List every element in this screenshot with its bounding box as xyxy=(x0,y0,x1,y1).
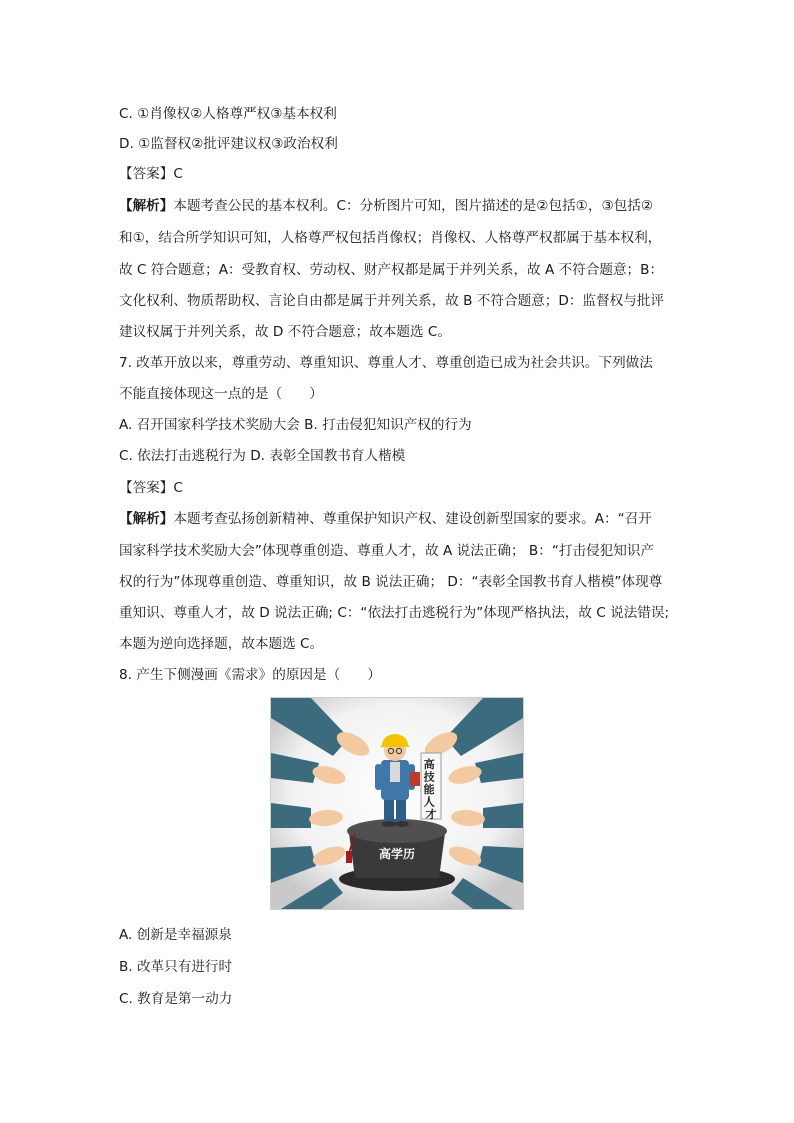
q7-options-cd: C. 依法打击逃税行为 D. 表彰全国教书育人楷模 xyxy=(119,448,406,464)
q7-analysis-line-4: 重知识、尊重人才，故 D 说法正确; C：“依法打击逃税行为”体现严格执法，故 C 说法错误; xyxy=(119,605,670,621)
q8-option-a: A. 创新是幸福源泉 xyxy=(119,927,232,943)
q8-option-c: C. 教育是第一动力 xyxy=(119,991,233,1007)
hat-tassel xyxy=(346,851,352,863)
q6-option-c: C. ①肖像权②人格尊严权③基本权利 xyxy=(119,106,337,122)
analysis-tag: 【解析】 xyxy=(119,511,174,527)
q8-stem: 8. 产生下侧漫画《需求》的原因是（ ） xyxy=(119,667,381,683)
q7-answer: 【答案】C xyxy=(119,480,183,496)
q6-analysis-line-3: 故 C 符合题意；A：受教育权、劳动权、财产权都是属于并列关系，故 A 不符合题意；B： xyxy=(119,262,664,278)
analysis-text: 本题考查弘扬创新精神、尊重保护知识产权、建设创新型国家的要求。A：“召开 xyxy=(173,511,652,527)
red-book xyxy=(410,772,420,786)
sign-label-group xyxy=(421,753,441,821)
q7-stem-line-2: 不能直接体现这一点的是（ ） xyxy=(119,386,323,402)
q6-analysis-line-2: 和①，结合所学知识可知，人格尊严权包括肖像权；肖像权、人格尊严权都属于基本权利， xyxy=(119,230,662,246)
q7-stem-line-1: 7. 改革开放以来，尊重劳动、尊重知识、尊重人才、尊重创造已成为社会共识。下列做法 xyxy=(119,355,653,371)
q7-options-ab: A. 召开国家科学技术奖励大会 B. 打击侵犯知识产权的行为 xyxy=(119,417,472,433)
sign-label: 高 技 能 人 才 xyxy=(423,758,437,821)
analysis-tag: 【解析】 xyxy=(119,198,174,214)
cartoon-demand xyxy=(270,697,524,910)
q7-analysis-line-3: 权的行为”体现尊重创造、尊重知识，故 B 说法正确； D：“表彰全国教书育人楷模”体现尊 xyxy=(119,574,663,590)
cartoon-illustration xyxy=(271,698,523,909)
q8-option-b: B. 改革只有进行时 xyxy=(119,959,233,975)
q7-analysis-line-2: 国家科学技术奖励大会”体现尊重创造、尊重人才，故 A 说法正确； B：“打击侵犯知识产 xyxy=(119,543,655,559)
q6-answer: 【答案】C xyxy=(119,166,183,182)
q7-analysis-line-5: 本题为逆向选择题，故本题选 C。 xyxy=(119,636,324,652)
q6-analysis-line-1 xyxy=(119,196,653,216)
q7-analysis-line-1 xyxy=(119,509,652,529)
hat-label: 高学历 xyxy=(378,847,416,861)
analysis-text: 本题考查公民的基本权利。C：分析图片可知，图片描述的是②包括①，③包括② xyxy=(173,198,654,214)
q6-option-d: D. ①监督权②批评建议权③政治权利 xyxy=(119,136,338,152)
q6-analysis-line-5: 建议权属于并列关系，故 D 不符合题意；故本题选 C。 xyxy=(119,324,451,340)
q6-analysis-line-4: 文化权利、物质帮助权、言论自由都是属于并列关系，故 B 不符合题意；D：监督权与批评 xyxy=(119,293,664,309)
